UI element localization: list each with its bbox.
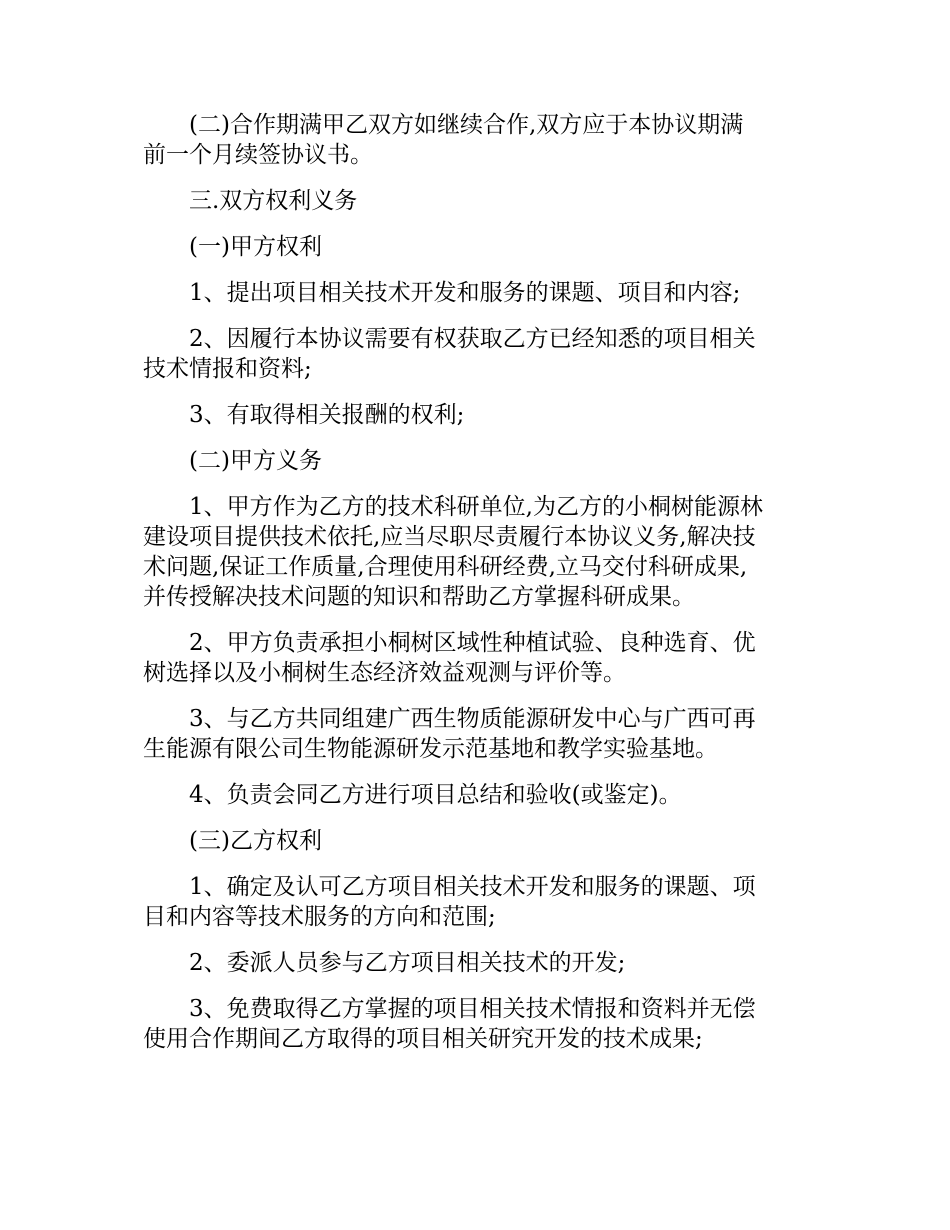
paragraph-line: 建设项目提供技术依托,应当尽职尽责履行本协议义务,解决技 — [143, 524, 756, 550]
paragraph-line: 技术情报和资料; — [143, 356, 312, 382]
paragraph — [143, 446, 803, 476]
paragraph-line: (一)甲方权利 — [189, 234, 322, 260]
paragraph-line: 树选择以及小桐树生态经济效益观测与评价等。 — [143, 660, 626, 686]
paragraph — [143, 492, 803, 612]
paragraph — [143, 780, 803, 810]
paragraph-line: 1、甲方作为乙方的技术科研单位,为乙方的小桐树能源林 — [189, 494, 763, 520]
paragraph-line: 2、甲方负责承担小桐树区域性种植试验、良种选育、优 — [189, 630, 756, 656]
paragraph — [143, 324, 803, 384]
paragraph — [143, 628, 803, 688]
paragraph-line: (二)甲方义务 — [189, 448, 322, 474]
paragraph-line: 前一个月续签协议书。 — [143, 142, 373, 168]
paragraph-line: 2、因履行本协议需要有权获取乙方已经知悉的项目相关 — [189, 326, 756, 352]
paragraph — [143, 994, 803, 1054]
paragraph-line: 术问题,保证工作质量,合理使用科研经费,立马交付科研成果, — [143, 554, 748, 580]
paragraph-line: 并传授解决技术问题的知识和帮助乙方掌握科研成果。 — [143, 584, 695, 610]
paragraph-line: 使用合作期间乙方取得的项目相关研究开发的技术成果; — [143, 1026, 703, 1052]
paragraph-line: (三)乙方权利 — [189, 828, 322, 854]
paragraph-line: 1、提出项目相关技术开发和服务的课题、项目和内容; — [189, 280, 741, 306]
paragraph-line: 三.双方权利义务 — [189, 188, 358, 214]
paragraph-line: 3、有取得相关报酬的权利; — [189, 402, 465, 428]
paragraph-line: 1、确定及认可乙方项目相关技术开发和服务的课题、项 — [189, 874, 756, 900]
paragraph — [143, 400, 803, 430]
paragraph — [143, 278, 803, 308]
paragraph-line: 目和内容等技术服务的方向和范围; — [143, 904, 496, 930]
paragraph-line: (二)合作期满甲乙双方如继续合作,双方应于本协议期满 — [189, 112, 744, 138]
paragraph — [143, 826, 803, 856]
paragraph — [143, 186, 803, 216]
paragraph-line: 生能源有限公司生物能源研发示范基地和教学实验基地。 — [143, 736, 718, 762]
document-body — [143, 110, 803, 1054]
paragraph — [143, 110, 803, 170]
paragraph-line: 3、免费取得乙方掌握的项目相关技术情报和资料并无偿 — [189, 996, 756, 1022]
paragraph-line: 2、委派人员参与乙方项目相关技术的开发; — [189, 950, 626, 976]
paragraph-line: 3、与乙方共同组建广西生物质能源研发中心与广西可再 — [189, 706, 756, 732]
paragraph — [143, 948, 803, 978]
paragraph-line: 4、负责会同乙方进行项目总结和验收(或鉴定)。 — [189, 782, 682, 808]
document-page — [143, 110, 803, 1070]
paragraph — [143, 704, 803, 764]
paragraph — [143, 872, 803, 932]
paragraph — [143, 232, 803, 262]
